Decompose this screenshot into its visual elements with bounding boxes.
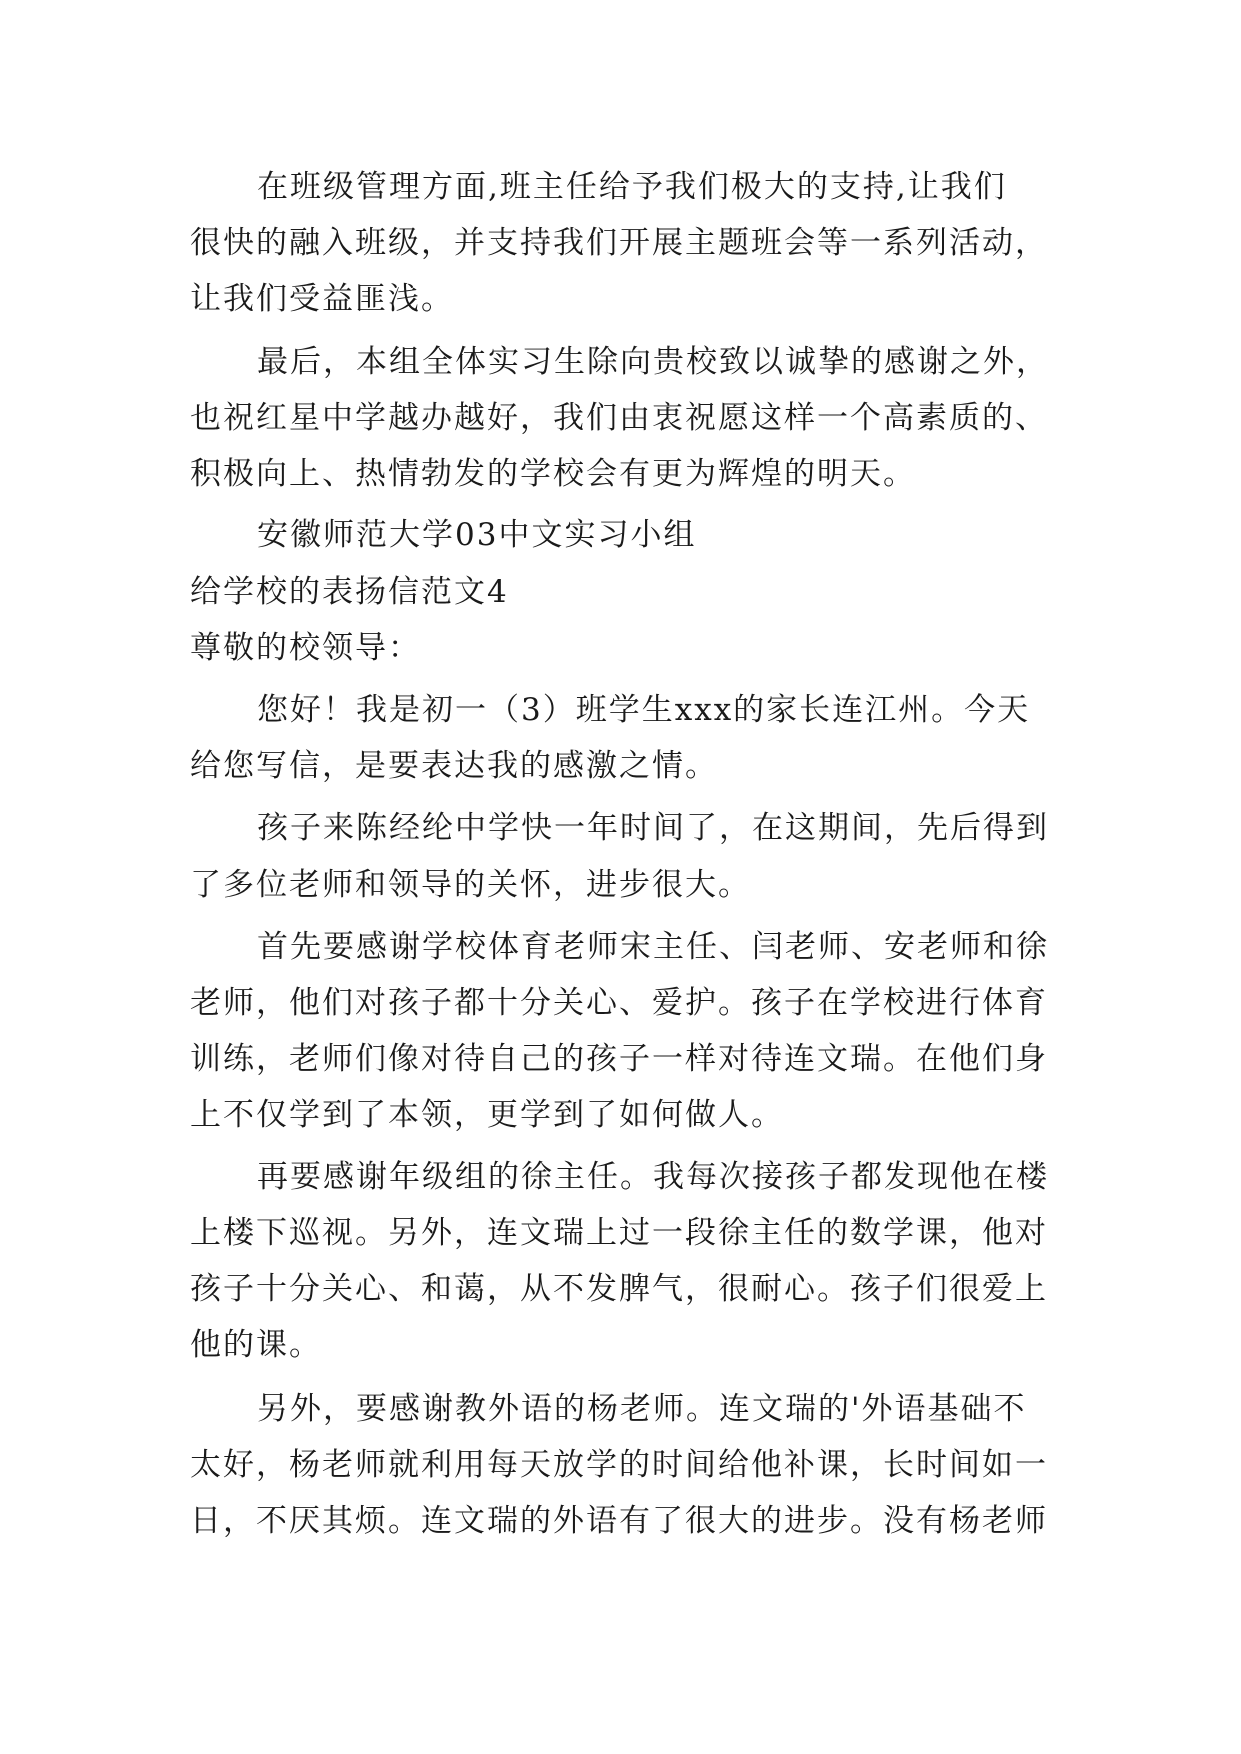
body-text-line: 最后，本组全体实习生除向贵校致以诚挚的感谢之外，	[257, 344, 1049, 380]
body-text-line: 训练，老师们像对待自己的孩子一样对待连文瑞。在他们身	[190, 1041, 1048, 1077]
body-text-line: 孩子十分关心、和蔼，从不发脾气，很耐心。孩子们很爱上	[190, 1271, 1048, 1307]
body-text-line: 孩子来陈经纶中学快一年时间了，在这期间，先后得到	[257, 810, 1049, 846]
body-text-line: 他的课。	[190, 1327, 322, 1363]
body-text-line: 很快的融入班级，并支持我们开展主题班会等一系列活动，	[190, 225, 1048, 261]
body-text-line: 首先要感谢学校体育老师宋主任、闫老师、安老师和徐	[257, 929, 1049, 965]
body-text-line: 老师，他们对孩子都十分关心、爱护。孩子在学校进行体育	[190, 985, 1048, 1021]
body-text-line: 了多位老师和领导的关怀，进步很大。	[190, 867, 751, 903]
body-text-line: 上不仅学到了本领，更学到了如何做人。	[190, 1097, 784, 1133]
body-text-line: 也祝红星中学越办越好，我们由衷祝愿这样一个高素质的、	[190, 400, 1048, 436]
body-text-line: 积极向上、热情勃发的学校会有更为辉煌的明天。	[190, 456, 916, 492]
body-text-line: 在班级管理方面,班主任给予我们极大的支持,让我们	[257, 169, 1007, 205]
signature-line: 安徽师范大学03中文实习小组	[257, 517, 697, 553]
salutation: 尊敬的校领导：	[190, 630, 421, 666]
body-text-line: 太好，杨老师就利用每天放学的时间给他补课，长时间如一	[190, 1447, 1048, 1483]
section-heading: 给学校的表扬信范文4	[190, 574, 509, 610]
body-text-line: 再要感谢年级组的徐主任。我每次接孩子都发现他在楼	[257, 1159, 1049, 1195]
body-text-line: 日，不厌其烦。连文瑞的外语有了很大的进步。没有杨老师	[190, 1503, 1048, 1539]
body-text-line: 上楼下巡视。另外，连文瑞上过一段徐主任的数学课，他对	[190, 1215, 1048, 1251]
body-text-line: 另外，要感谢教外语的杨老师。连文瑞的'外语基础不	[257, 1391, 1027, 1427]
body-text-line: 您好！我是初一（3）班学生xxx的家长连江州。今天	[257, 692, 1031, 728]
body-text-line: 给您写信，是要表达我的感激之情。	[190, 748, 718, 784]
body-text-line: 让我们受益匪浅。	[190, 281, 454, 317]
